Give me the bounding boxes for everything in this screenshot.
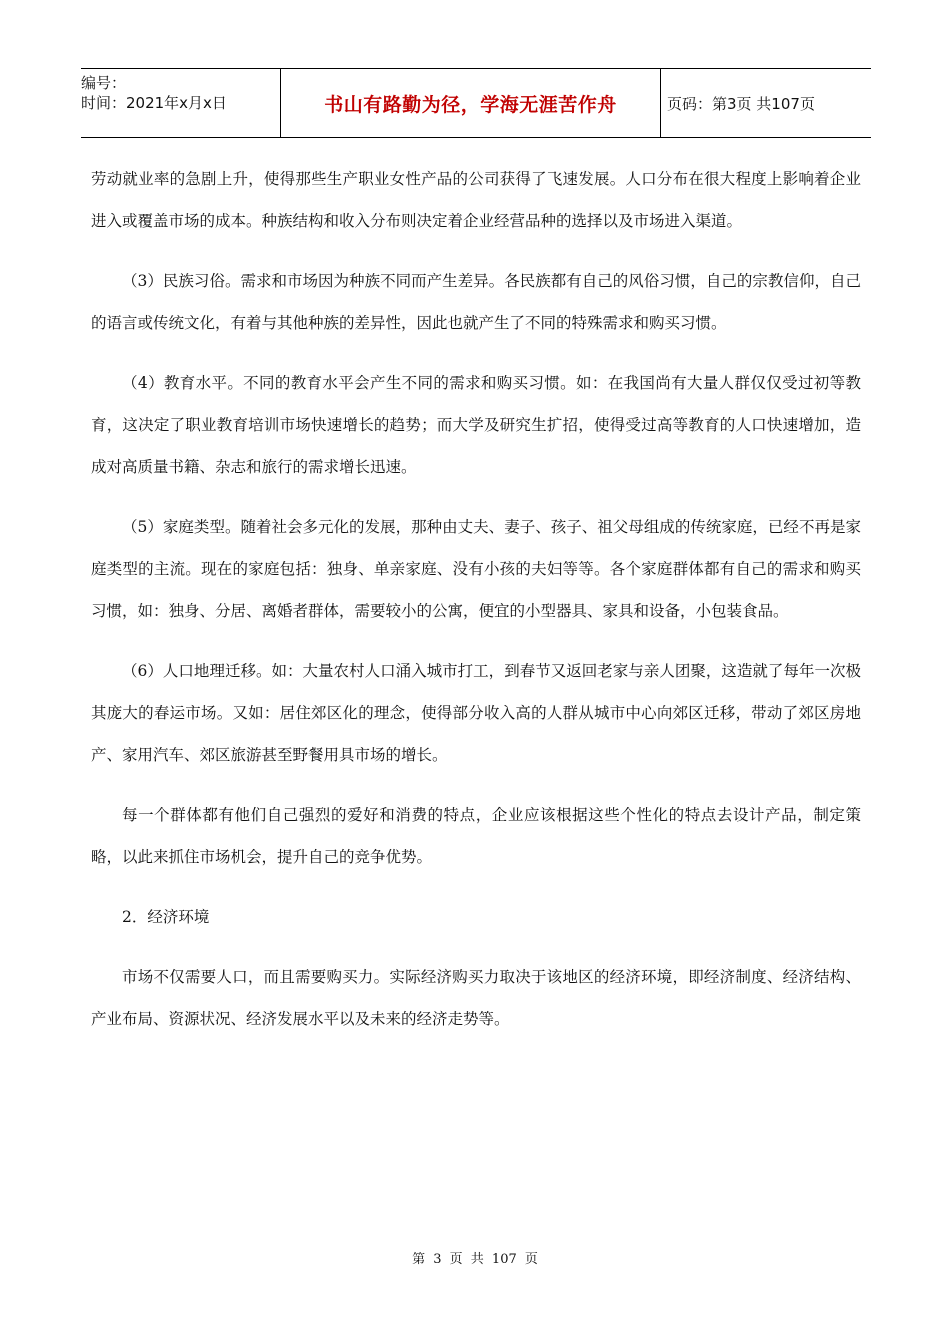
header-meta (81, 69, 281, 137)
header-page-info: 页码：第3页 共107页 (667, 94, 815, 113)
document-body (91, 158, 861, 1040)
paragraph-continuation: 劳动就业率的急剧上升，使得那些生产职业女性产品的公司获得了飞速发展。人口分布在很大程度上影响着企业进入或覆盖市场的成本。种族结构和收入分布则决定着企业经营品种的选择以及市场进入渠道。 (91, 170, 861, 230)
header-motto: 书山有路勤为径，学海无涯苦作舟 (281, 69, 661, 137)
paragraph-ethnic-customs: （3）民族习俗。需求和市场因为种族不同而产生差异。各民族都有自己的风俗习惯，自己的宗教信仰，自己的语言或传统文化，有着与其他种族的差异性，因此也就产生了不同的特殊需求和购买习惯。 (91, 272, 861, 332)
document-date: 时间：2021年x月x日 (81, 94, 227, 112)
section-heading-economic-environment: 2．经济环境 (122, 908, 210, 926)
page-footer: 第 3 页 共 107 页 (412, 1252, 538, 1267)
paragraph-family-type: （5）家庭类型。随着社会多元化的发展，那种由丈夫、妻子、孩子、祖父母组成的传统家庭，已经不再是家庭类型的主流。现在的家庭包括：独身、单亲家庭、没有小孩的夫妇等等。各个家庭群体都有自己的需求和购买习惯，如：独身、分居、离婚者群体，需要较小的公寓，便宜的小型器具、家具和设备，小包装食品。 (91, 518, 861, 620)
document-number-label: 编号： (81, 74, 127, 92)
paragraph-population-migration: （6）人口地理迁移。如：大量农村人口涌入城市打工，到春节又返回老家与亲人团聚，这造就了每年一次极其庞大的春运市场。又如：居住郊区化的理念，使得部分收入高的人群从城市中心向郊区迁移，带动了郊区房地产、家用汽车、郊区旅游甚至野餐用具市场的增长。 (91, 662, 861, 764)
paragraph-economic-environment: 市场不仅需要人口，而且需要购买力。实际经济购买力取决于该地区的经济环境，即经济制度、经济结构、产业布局、资源状况、经济发展水平以及未来的经济走势等。 (91, 968, 861, 1028)
paragraph-education-level: （4）教育水平。不同的教育水平会产生不同的需求和购买习惯。如：在我国尚有大量人群仅仅受过初等教育，这决定了职业教育培训市场快速增长的趋势；而大学及研究生扩招，使得受过高等教育的人口快速增加，造成对高质量书籍、杂志和旅行的需求增长迅速。 (91, 374, 861, 476)
paragraph-summary: 每一个群体都有他们自己强烈的爱好和消费的特点，企业应该根据这些个性化的特点去设计产品，制定策略，以此来抓住市场机会，提升自己的竞争优势。 (91, 806, 861, 866)
page-header (81, 68, 871, 138)
